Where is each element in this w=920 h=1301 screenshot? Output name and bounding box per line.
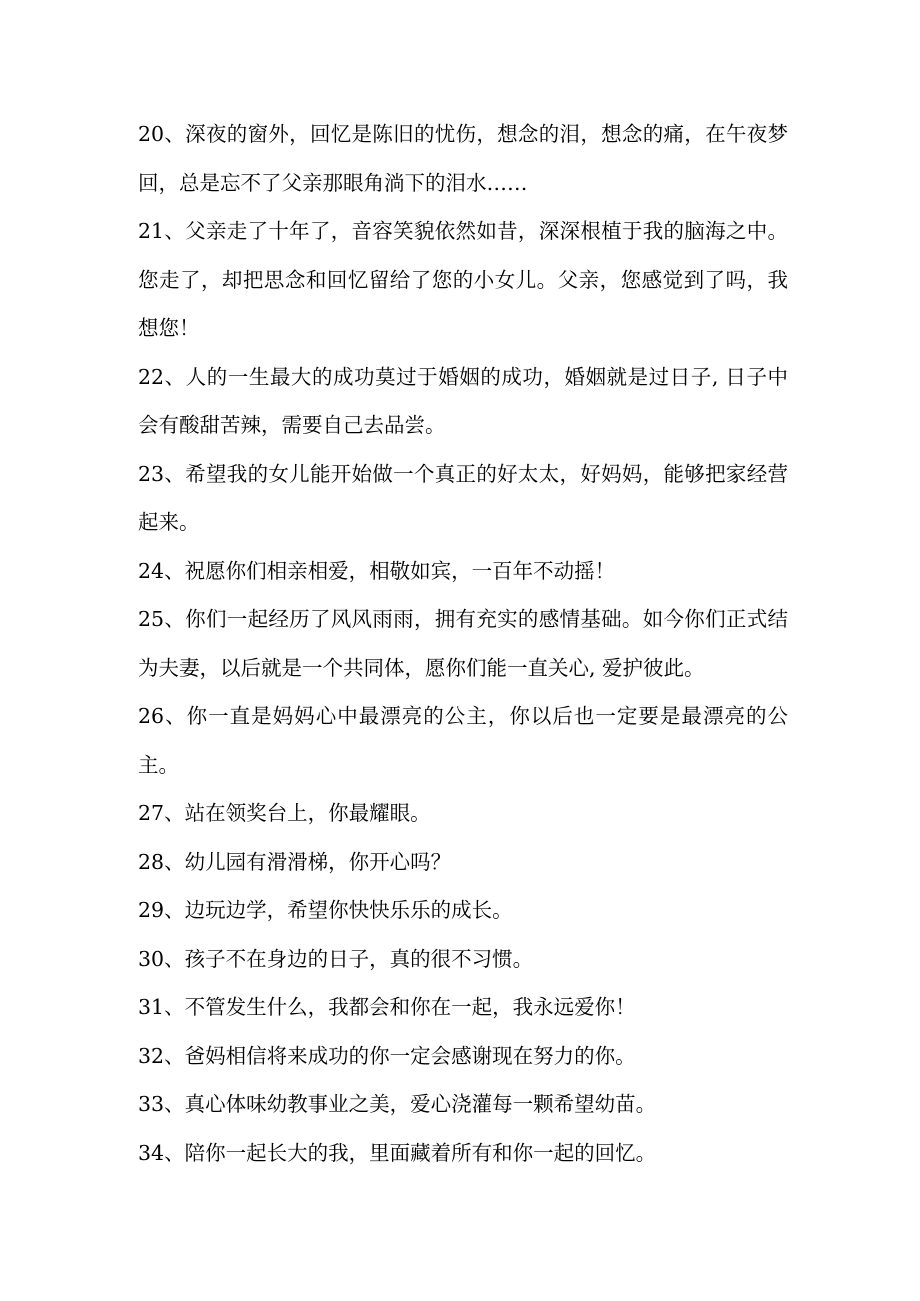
entry-24: 24、祝愿你们相亲相爱，相敬如宾，一百年不动摇！	[138, 558, 616, 583]
entry-22: 22、人的一生最大的成功莫过于婚姻的成功，婚姻就是过日子, 日子中会有酸甜苦辣，需要自己去品尝。	[138, 364, 788, 437]
entry-28: 28、幼儿园有滑滑梯，你开心吗？	[138, 849, 452, 874]
entry-23: 23、希望我的女儿能开始做一个真正的好太太，好妈妈，能够把家经营起来。	[138, 461, 788, 534]
entry-25: 25、你们一起经历了风风雨雨，拥有充实的感情基础。如今你们正式结为夫妻，以后就是一个共同体，愿你们能一直关心, 爱护彼此。	[138, 607, 788, 680]
entry-29: 29、边玩边学，希望你快快乐乐的成长。	[138, 898, 513, 922]
entry-26: 26、你一直是妈妈心中最漂亮的公主，你以后也一定要是最漂亮的公主。	[138, 704, 788, 777]
document-page	[138, 110, 788, 1177]
entry-33: 33、真心体味幼教事业之美，爱心浇灌每一颗希望幼苗。	[138, 1092, 657, 1116]
entry-34: 34、陪你一起长大的我，里面藏着所有和你一起的回忆。	[138, 1140, 657, 1165]
entry-27: 27、站在领奖台上，你最耀眼。	[138, 801, 431, 825]
entry-30: 30、孩子不在身边的日子，真的很不习惯。	[138, 946, 534, 971]
entry-21: 21、父亲走了十年了，音容笑貌依然如昔，深深根植于我的脑海之中。您走了，却把思念和回忆留给了您的小女儿。父亲，您感觉到了吗，我想您！	[138, 219, 788, 340]
entry-31: 31、不管发生什么，我都会和你在一起，我永远爱你！	[138, 995, 636, 1019]
entry-20: 20、深夜的窗外，回忆是陈旧的忧伤，想念的泪，想念的痛，在午夜梦回，总是忘不了父亲那眼角淌下的泪水……	[138, 122, 788, 195]
entry-32: 32、爸妈相信将来成功的你一定会感谢现在努力的你。	[138, 1043, 636, 1068]
